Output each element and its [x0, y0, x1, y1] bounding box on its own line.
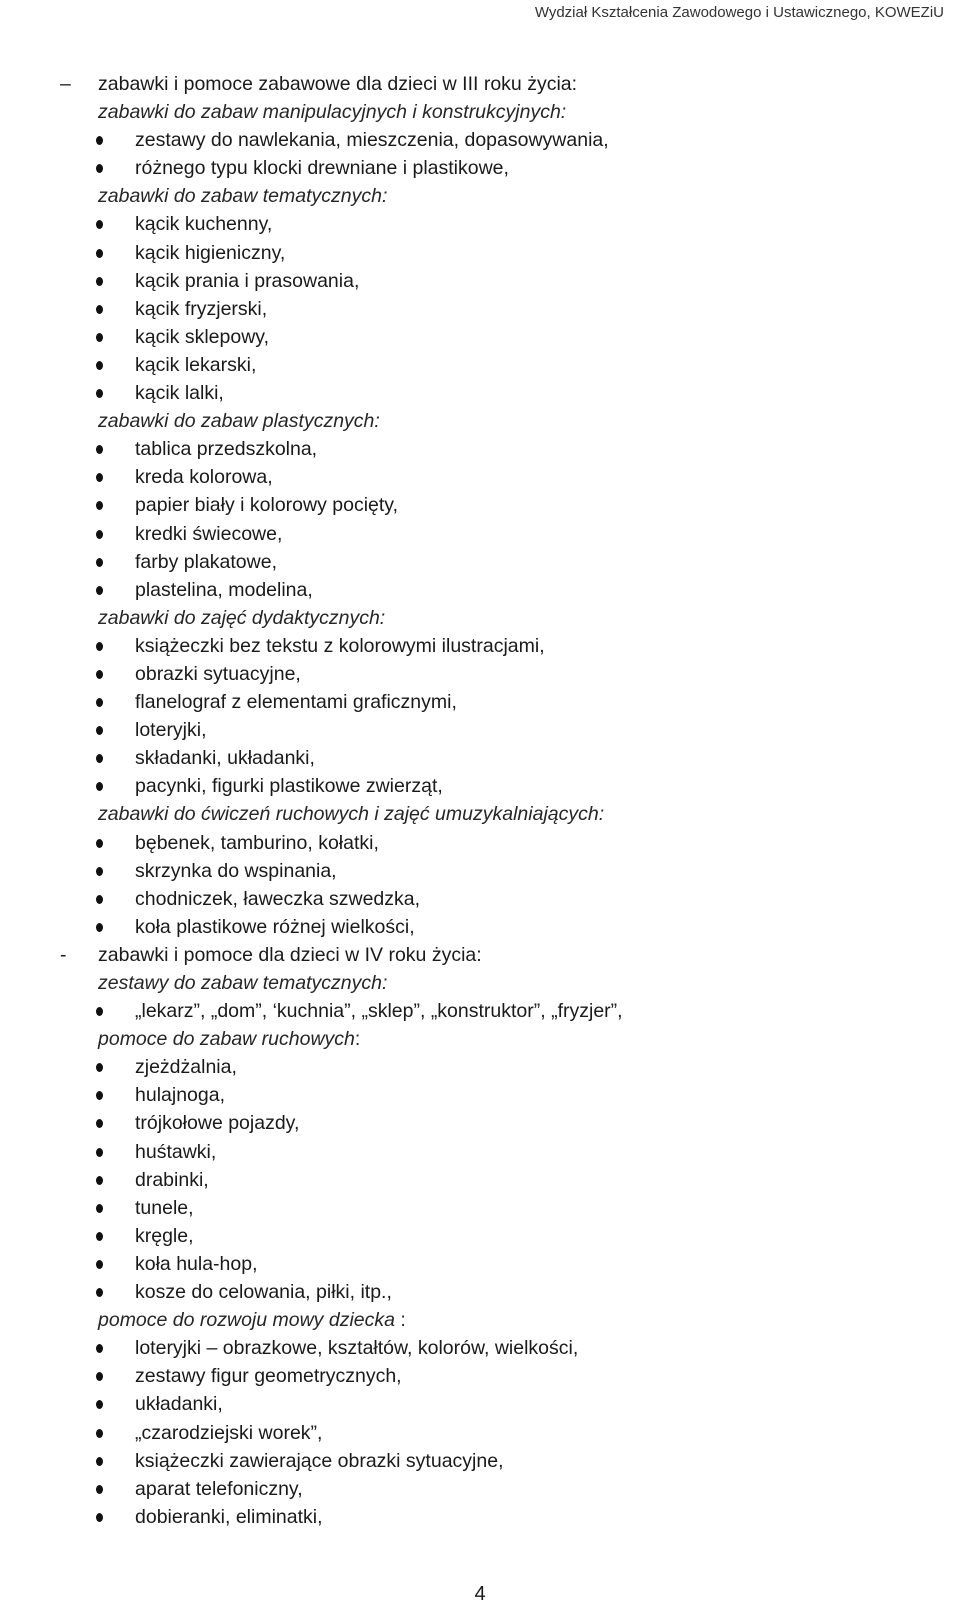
line-text: składanki, układanki, [135, 747, 315, 770]
list-item [0, 829, 960, 857]
list-item [0, 351, 960, 379]
bullet-icon [96, 1400, 103, 1409]
category-heading [0, 1306, 960, 1334]
section-heading [0, 70, 960, 98]
bullet-icon [96, 361, 103, 370]
line-text: zabawki i pomoce dla dzieci w IV roku życia: [98, 943, 482, 966]
list-item [0, 885, 960, 913]
dash-marker: – [60, 73, 71, 95]
line-text: obrazki sytuacyjne, [135, 662, 301, 685]
list-item [0, 1475, 960, 1503]
bullet-icon [96, 530, 103, 539]
line-text: bębenek, tamburino, kołatki, [135, 831, 379, 854]
bullet-icon [96, 1429, 103, 1438]
list-item [0, 772, 960, 800]
bullet-icon [96, 1232, 103, 1241]
line-text: kredki świecowe, [135, 522, 283, 545]
line-text: papier biały i kolorowy pocięty, [135, 494, 399, 517]
line-text: farby plakatowe, [135, 550, 277, 573]
list-item [0, 154, 960, 182]
bullet-icon [96, 1457, 103, 1466]
line-text: kącik prania i prasowania, [135, 269, 360, 292]
bullet-icon [96, 1063, 103, 1072]
bullet-icon [96, 558, 103, 567]
section-heading [0, 941, 960, 969]
bullet-icon [96, 1007, 103, 1016]
category-heading [0, 407, 960, 435]
bullet-icon [96, 642, 103, 651]
line-text: pomoce do zabaw ruchowych [98, 1028, 355, 1051]
line-text: huśtawki, [135, 1140, 217, 1163]
bullet-icon [96, 1513, 103, 1522]
line-text: kącik lekarski, [135, 353, 257, 376]
category-heading [0, 182, 960, 210]
line-text: drabinki, [135, 1168, 209, 1191]
line-text: pacynki, figurki plastikowe zwierząt, [135, 775, 443, 798]
bullet-icon [96, 782, 103, 791]
bullet-icon [96, 501, 103, 510]
page-header: Wydział Kształcenia Zawodowego i Ustawicznego, KOWEZiU [534, 4, 944, 21]
page-number: 4 [474, 1583, 486, 1605]
line-text: chodniczek, ławeczka szwedzka, [135, 887, 421, 910]
line-text: zabawki do ćwiczeń ruchowych i zajęć umuzykalniających: [98, 803, 605, 826]
bullet-icon [96, 726, 103, 735]
list-item [0, 1250, 960, 1278]
line-text: „czarodziejski worek”, [135, 1421, 323, 1444]
line-text: trójkołowe pojazdy, [135, 1112, 300, 1135]
bullet-icon [96, 1204, 103, 1213]
list-item [0, 126, 960, 154]
list-item [0, 323, 960, 351]
list-item [0, 435, 960, 463]
list-item [0, 379, 960, 407]
bullet-icon [96, 220, 103, 229]
list-item [0, 660, 960, 688]
line-text: zabawki do zabaw tematycznych: [98, 185, 388, 208]
list-item [0, 576, 960, 604]
category-heading [0, 1025, 960, 1053]
list-item [0, 1081, 960, 1109]
bullet-icon [96, 1260, 103, 1269]
list-item [0, 463, 960, 491]
line-text: kącik kuchenny, [135, 213, 273, 236]
bullet-icon [96, 277, 103, 286]
list-item [0, 1447, 960, 1475]
list-item [0, 716, 960, 744]
list-item [0, 491, 960, 519]
bullet-icon [96, 923, 103, 932]
list-item [0, 1222, 960, 1250]
line-text: plastelina, modelina, [135, 578, 313, 601]
list-item [0, 1419, 960, 1447]
line-text-tail: : [394, 1309, 406, 1332]
list-item [0, 1278, 960, 1306]
category-heading [0, 969, 960, 997]
list-item [0, 1194, 960, 1222]
list-item [0, 1503, 960, 1531]
list-item [0, 1166, 960, 1194]
line-text: kreda kolorowa, [135, 466, 273, 489]
bullet-icon [96, 586, 103, 595]
bullet-icon [96, 1485, 103, 1494]
list-item [0, 632, 960, 660]
line-text: skrzynka do wspinania, [135, 859, 337, 882]
line-text: zabawki do zabaw manipulacyjnych i konstrukcyjnych: [98, 101, 567, 124]
line-text: zjeżdżalnia, [135, 1056, 237, 1079]
category-heading [0, 800, 960, 828]
bullet-icon [96, 867, 103, 876]
line-text: zabawki i pomoce zabawowe dla dzieci w III roku życia: [98, 73, 578, 95]
line-text: kręgle, [135, 1224, 194, 1247]
line-text: tablica przedszkolna, [135, 438, 318, 461]
bullet-icon [96, 1372, 103, 1381]
line-text: tunele, [135, 1196, 194, 1219]
line-text: „lekarz”, „dom”, ‘kuchnia”, „sklep”, „konstruktor”, „fryzjer”, [135, 1000, 623, 1023]
list-item [0, 913, 960, 941]
list-item [0, 997, 960, 1025]
line-text: pomoce do rozwoju mowy dziecka [98, 1309, 395, 1332]
list-item [0, 744, 960, 772]
line-text: zestawy do zabaw tematycznych: [98, 972, 388, 994]
bullet-icon [96, 305, 103, 314]
list-item [0, 1053, 960, 1081]
line-text: układanki, [135, 1393, 223, 1416]
line-text: kącik fryzjerski, [135, 297, 268, 320]
bullet-icon [96, 698, 103, 707]
list-item [0, 548, 960, 576]
bullet-icon [96, 1344, 103, 1353]
list-item [0, 1138, 960, 1166]
line-text: kącik higieniczny, [135, 241, 286, 264]
dash-marker: - [60, 943, 67, 966]
line-text: koła hula-hop, [135, 1252, 258, 1275]
line-text: kącik sklepowy, [135, 325, 270, 348]
line-text: loteryjki, [135, 719, 207, 742]
list-item [0, 1390, 960, 1418]
list-item [0, 295, 960, 323]
bullet-icon [96, 1091, 103, 1100]
list-item [0, 1109, 960, 1137]
line-text: flanelograf z elementami graficznymi, [135, 691, 457, 714]
bullet-icon [96, 670, 103, 679]
bullet-icon [96, 136, 103, 145]
line-text: aparat telefoniczny, [135, 1477, 303, 1500]
line-text: zabawki do zajęć dydaktycznych: [98, 606, 386, 629]
bullet-icon [96, 164, 103, 173]
line-text: różnego typu klocki drewniane i plastikowe, [135, 157, 509, 180]
list-item [0, 1362, 960, 1390]
list-item [0, 520, 960, 548]
line-text: zestawy figur geometrycznych, [135, 1365, 402, 1388]
line-text: koła plastikowe różnej wielkości, [135, 915, 415, 938]
list-item [0, 239, 960, 267]
line-text: dobieranki, eliminatki, [135, 1505, 323, 1528]
line-text: zabawki do zabaw plastycznych: [98, 410, 380, 433]
bullet-icon [96, 333, 103, 342]
category-heading [0, 98, 960, 126]
bullet-icon [96, 895, 103, 904]
line-text: hulajnoga, [135, 1084, 225, 1107]
bullet-icon [96, 445, 103, 454]
list-item [0, 267, 960, 295]
line-text: książeczki bez tekstu z kolorowymi ilustracjami, [135, 634, 545, 657]
list-item [0, 1334, 960, 1362]
bullet-icon [96, 1148, 103, 1157]
bullet-icon [96, 1176, 103, 1185]
bullet-icon [96, 1119, 103, 1128]
line-text-tail: : [354, 1028, 361, 1051]
list-item [0, 857, 960, 885]
line-text: zestawy do nawlekania, mieszczenia, dopasowywania, [135, 129, 609, 152]
bullet-icon [96, 249, 103, 258]
bullet-icon [96, 473, 103, 482]
line-text: kącik lalki, [135, 382, 224, 405]
bullet-icon [96, 389, 103, 398]
bullet-icon [96, 754, 103, 763]
line-text: książeczki zawierające obrazki sytuacyjne, [135, 1449, 504, 1472]
line-text: loteryjki – obrazkowe, kształtów, kolorów, wielkości, [135, 1337, 579, 1360]
bullet-icon [96, 1288, 103, 1297]
list-item [0, 210, 960, 238]
line-text: kosze do celowania, piłki, itp., [135, 1281, 392, 1304]
category-heading [0, 604, 960, 632]
list-item [0, 688, 960, 716]
document-body [0, 70, 960, 1531]
bullet-icon [96, 839, 103, 848]
